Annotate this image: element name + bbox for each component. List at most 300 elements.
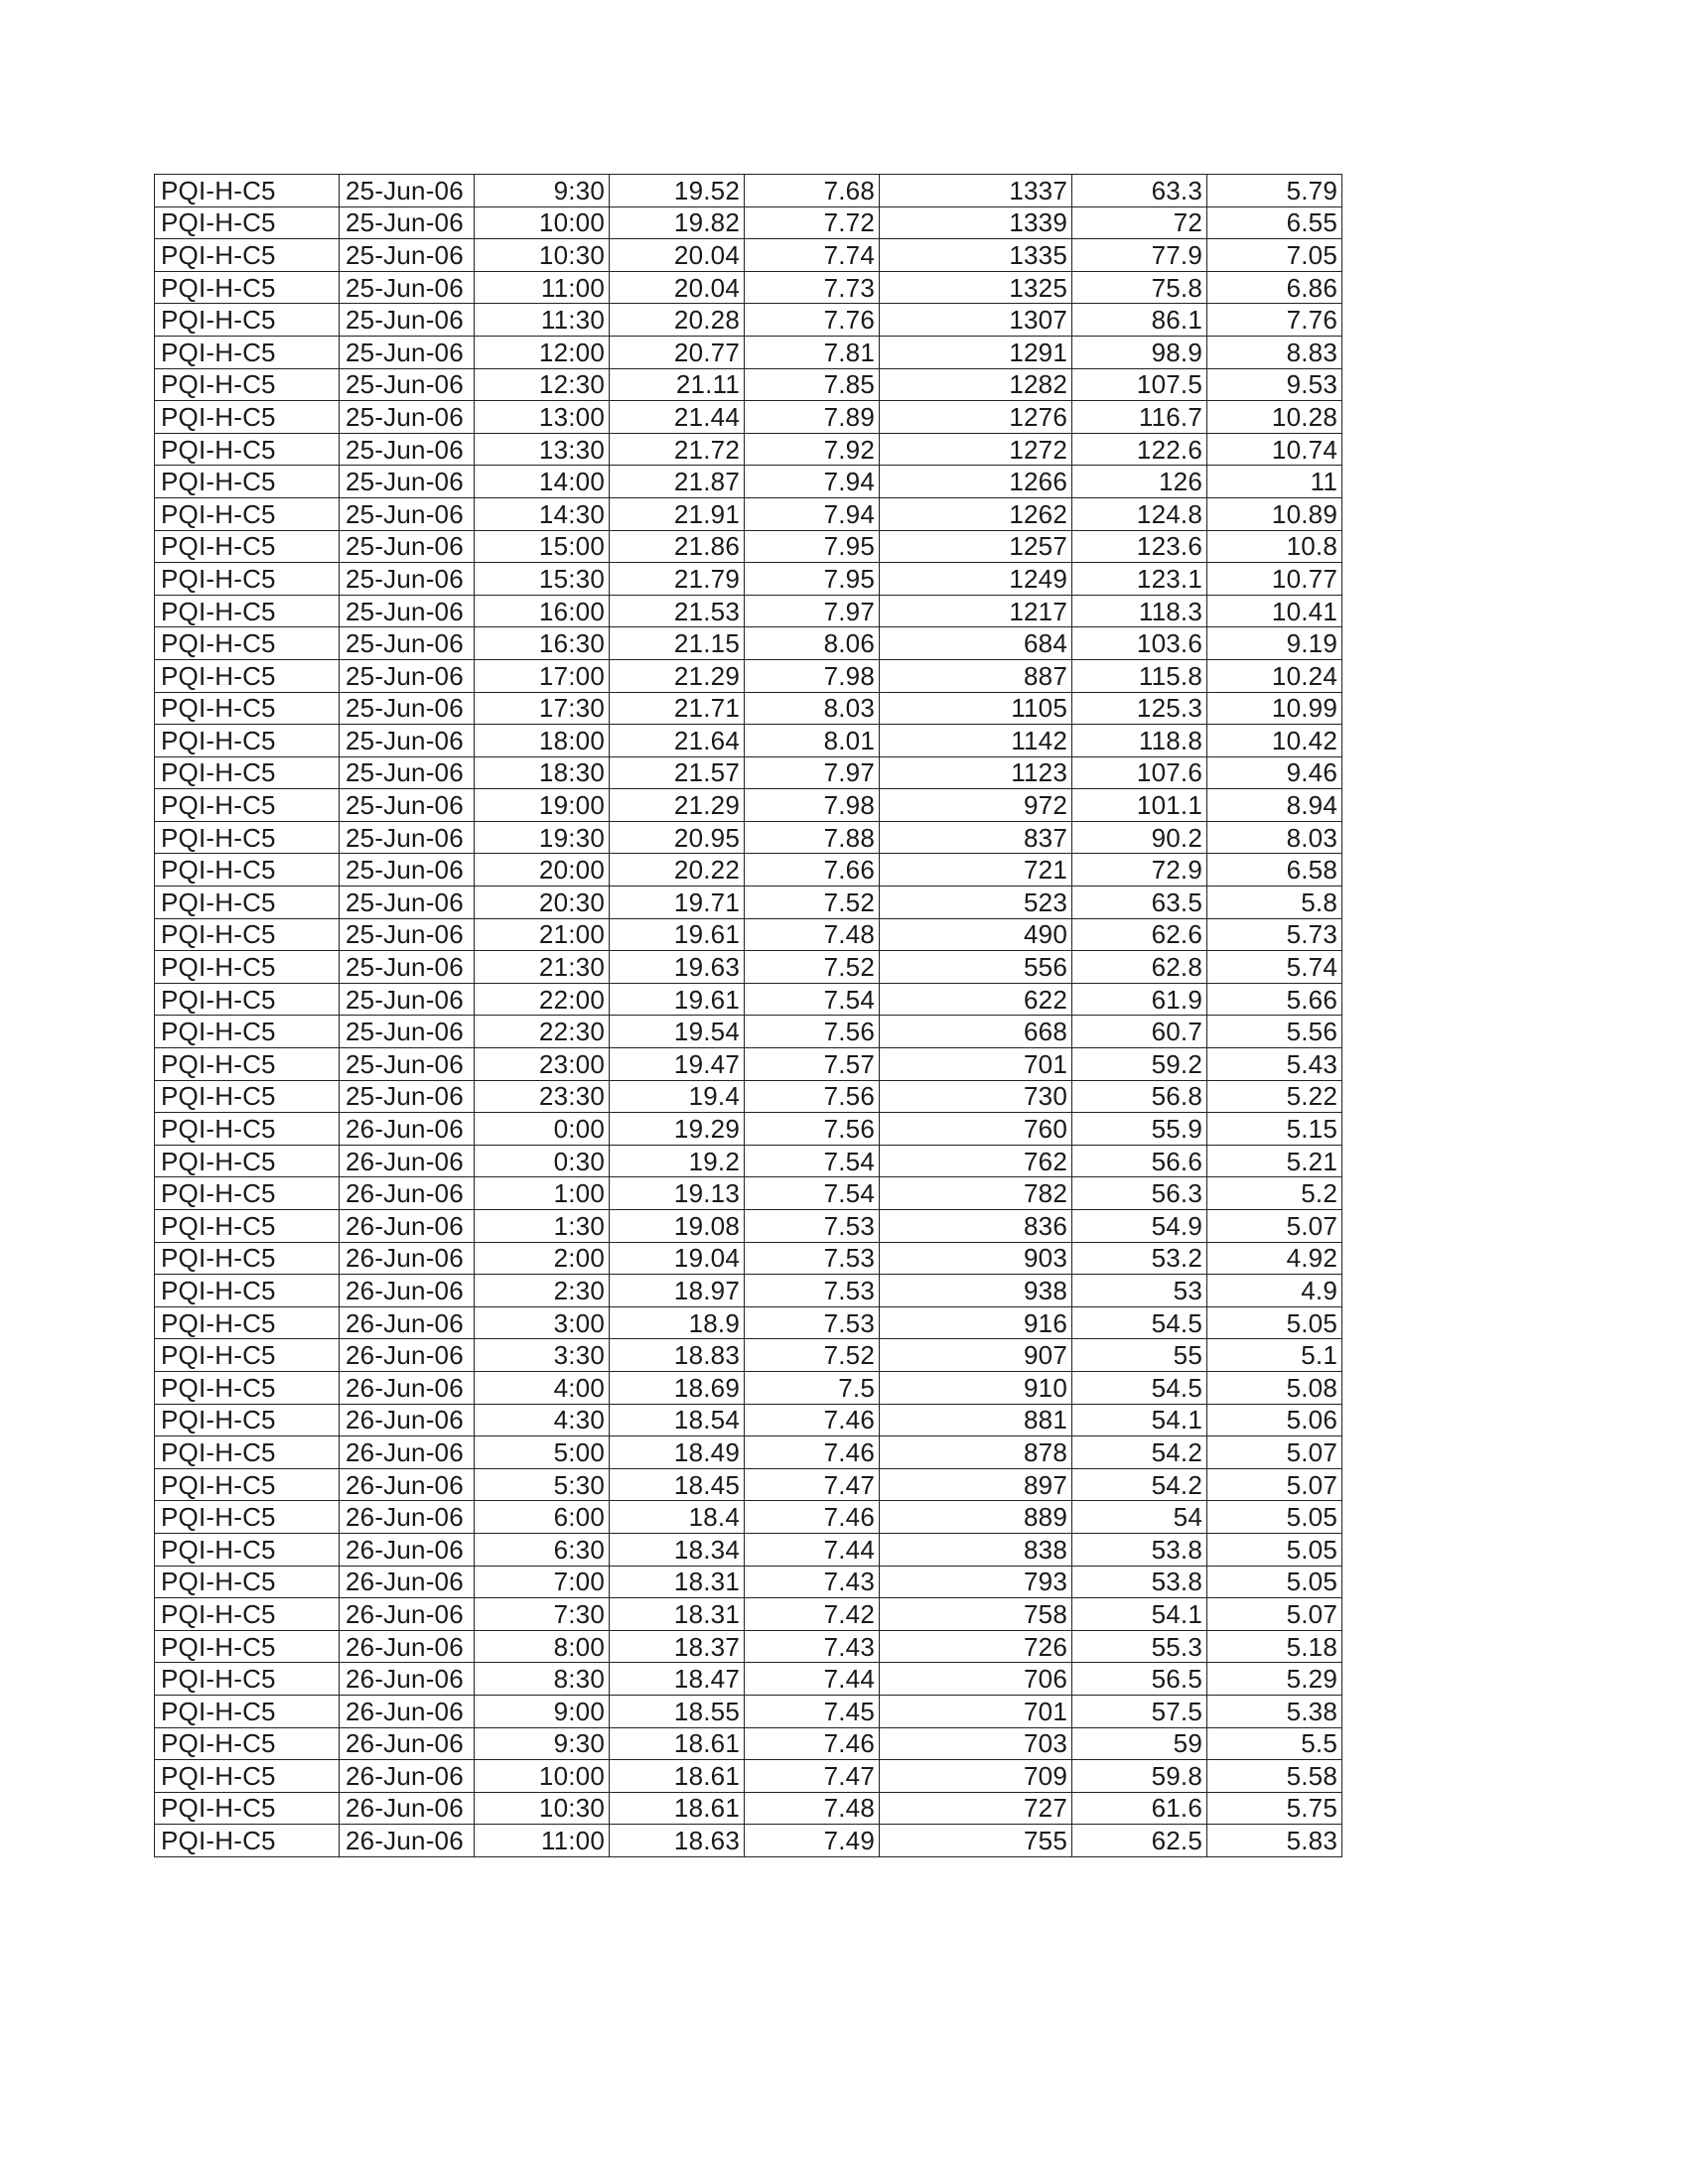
- value-3-cell: 972: [880, 789, 1072, 822]
- data-table: [154, 174, 1342, 1857]
- value-5-cell: 5.07: [1207, 1468, 1342, 1501]
- station-id-cell: PQI-H-C5: [155, 659, 340, 692]
- value-3-cell: 556: [880, 951, 1072, 984]
- date-cell: 25-Jun-06: [340, 497, 475, 530]
- value-1-cell: 19.63: [610, 951, 745, 984]
- value-5-cell: 10.41: [1207, 595, 1342, 627]
- value-5-cell: 5.15: [1207, 1113, 1342, 1146]
- table-row: [155, 692, 1342, 725]
- station-id-cell: PQI-H-C5: [155, 530, 340, 563]
- station-id-cell: PQI-H-C5: [155, 1630, 340, 1663]
- time-cell: 22:00: [475, 983, 610, 1016]
- value-1-cell: 19.71: [610, 887, 745, 919]
- date-cell: 26-Jun-06: [340, 1468, 475, 1501]
- table-row: [155, 789, 1342, 822]
- value-1-cell: 18.45: [610, 1468, 745, 1501]
- value-2-cell: 7.49: [745, 1825, 880, 1857]
- table-row: [155, 1760, 1342, 1793]
- value-5-cell: 8.94: [1207, 789, 1342, 822]
- value-5-cell: 10.74: [1207, 433, 1342, 466]
- value-5-cell: 5.07: [1207, 1436, 1342, 1469]
- value-3-cell: 709: [880, 1760, 1072, 1793]
- value-2-cell: 7.44: [745, 1663, 880, 1696]
- time-cell: 9:30: [475, 175, 610, 207]
- value-1-cell: 19.61: [610, 918, 745, 951]
- value-1-cell: 21.29: [610, 659, 745, 692]
- value-3-cell: 1249: [880, 563, 1072, 596]
- station-id-cell: PQI-H-C5: [155, 627, 340, 660]
- date-cell: 25-Jun-06: [340, 401, 475, 434]
- time-cell: 20:30: [475, 887, 610, 919]
- date-cell: 25-Jun-06: [340, 206, 475, 239]
- station-id-cell: PQI-H-C5: [155, 854, 340, 887]
- value-2-cell: 7.56: [745, 1080, 880, 1113]
- value-5-cell: 5.06: [1207, 1404, 1342, 1436]
- date-cell: 25-Jun-06: [340, 595, 475, 627]
- value-5-cell: 4.92: [1207, 1242, 1342, 1275]
- station-id-cell: PQI-H-C5: [155, 1371, 340, 1404]
- value-4-cell: 116.7: [1072, 401, 1207, 434]
- station-id-cell: PQI-H-C5: [155, 1210, 340, 1243]
- value-2-cell: 7.53: [745, 1210, 880, 1243]
- table-row: [155, 206, 1342, 239]
- date-cell: 25-Jun-06: [340, 1016, 475, 1048]
- date-cell: 25-Jun-06: [340, 175, 475, 207]
- value-3-cell: 703: [880, 1727, 1072, 1760]
- value-4-cell: 54: [1072, 1501, 1207, 1534]
- table-row: [155, 1695, 1342, 1727]
- date-cell: 26-Jun-06: [340, 1404, 475, 1436]
- value-3-cell: 916: [880, 1306, 1072, 1339]
- value-4-cell: 125.3: [1072, 692, 1207, 725]
- station-id-cell: PQI-H-C5: [155, 1404, 340, 1436]
- value-2-cell: 7.94: [745, 466, 880, 498]
- time-cell: 4:30: [475, 1404, 610, 1436]
- table-row: [155, 1275, 1342, 1307]
- value-1-cell: 18.47: [610, 1663, 745, 1696]
- date-cell: 25-Jun-06: [340, 918, 475, 951]
- time-cell: 3:00: [475, 1306, 610, 1339]
- value-1-cell: 21.15: [610, 627, 745, 660]
- table-row: [155, 1145, 1342, 1177]
- table-row: [155, 1663, 1342, 1696]
- time-cell: 9:30: [475, 1727, 610, 1760]
- table-row: [155, 497, 1342, 530]
- time-cell: 0:30: [475, 1145, 610, 1177]
- value-4-cell: 75.8: [1072, 271, 1207, 304]
- station-id-cell: PQI-H-C5: [155, 433, 340, 466]
- value-5-cell: 5.38: [1207, 1695, 1342, 1727]
- value-2-cell: 7.73: [745, 271, 880, 304]
- value-2-cell: 7.46: [745, 1404, 880, 1436]
- value-5-cell: 5.29: [1207, 1663, 1342, 1696]
- value-4-cell: 61.9: [1072, 983, 1207, 1016]
- value-2-cell: 7.97: [745, 595, 880, 627]
- value-4-cell: 53: [1072, 1275, 1207, 1307]
- value-3-cell: 1105: [880, 692, 1072, 725]
- value-4-cell: 101.1: [1072, 789, 1207, 822]
- value-5-cell: 6.58: [1207, 854, 1342, 887]
- station-id-cell: PQI-H-C5: [155, 1760, 340, 1793]
- time-cell: 16:00: [475, 595, 610, 627]
- value-1-cell: 21.64: [610, 725, 745, 757]
- value-3-cell: 701: [880, 1048, 1072, 1081]
- value-1-cell: 18.9: [610, 1306, 745, 1339]
- station-id-cell: PQI-H-C5: [155, 1113, 340, 1146]
- value-5-cell: 7.76: [1207, 304, 1342, 337]
- station-id-cell: PQI-H-C5: [155, 1468, 340, 1501]
- value-5-cell: 5.1: [1207, 1339, 1342, 1372]
- date-cell: 25-Jun-06: [340, 530, 475, 563]
- station-id-cell: PQI-H-C5: [155, 1727, 340, 1760]
- table-row: [155, 1533, 1342, 1566]
- station-id-cell: PQI-H-C5: [155, 1080, 340, 1113]
- value-4-cell: 98.9: [1072, 336, 1207, 368]
- value-4-cell: 115.8: [1072, 659, 1207, 692]
- value-2-cell: 7.42: [745, 1598, 880, 1631]
- value-5-cell: 10.8: [1207, 530, 1342, 563]
- date-cell: 26-Jun-06: [340, 1242, 475, 1275]
- value-5-cell: 5.2: [1207, 1177, 1342, 1210]
- value-5-cell: 10.42: [1207, 725, 1342, 757]
- value-3-cell: 727: [880, 1792, 1072, 1825]
- value-4-cell: 54.9: [1072, 1210, 1207, 1243]
- station-id-cell: PQI-H-C5: [155, 1501, 340, 1534]
- value-1-cell: 18.61: [610, 1760, 745, 1793]
- time-cell: 13:30: [475, 433, 610, 466]
- time-cell: 10:30: [475, 239, 610, 272]
- date-cell: 26-Jun-06: [340, 1371, 475, 1404]
- value-2-cell: 8.03: [745, 692, 880, 725]
- value-1-cell: 20.04: [610, 239, 745, 272]
- value-2-cell: 7.53: [745, 1242, 880, 1275]
- table-row: [155, 1825, 1342, 1857]
- value-3-cell: 938: [880, 1275, 1072, 1307]
- time-cell: 15:30: [475, 563, 610, 596]
- date-cell: 26-Jun-06: [340, 1306, 475, 1339]
- value-2-cell: 7.48: [745, 1792, 880, 1825]
- value-1-cell: 19.13: [610, 1177, 745, 1210]
- table-row: [155, 530, 1342, 563]
- date-cell: 25-Jun-06: [340, 239, 475, 272]
- value-3-cell: 1339: [880, 206, 1072, 239]
- value-2-cell: 7.53: [745, 1275, 880, 1307]
- value-2-cell: 7.54: [745, 1177, 880, 1210]
- time-cell: 6:00: [475, 1501, 610, 1534]
- value-4-cell: 107.6: [1072, 756, 1207, 789]
- value-3-cell: 706: [880, 1663, 1072, 1696]
- value-3-cell: 701: [880, 1695, 1072, 1727]
- value-1-cell: 21.79: [610, 563, 745, 596]
- date-cell: 26-Jun-06: [340, 1339, 475, 1372]
- value-5-cell: 6.55: [1207, 206, 1342, 239]
- value-3-cell: 907: [880, 1339, 1072, 1372]
- value-2-cell: 7.89: [745, 401, 880, 434]
- date-cell: 25-Jun-06: [340, 271, 475, 304]
- value-3-cell: 897: [880, 1468, 1072, 1501]
- value-5-cell: 5.18: [1207, 1630, 1342, 1663]
- value-2-cell: 7.52: [745, 887, 880, 919]
- value-2-cell: 7.56: [745, 1016, 880, 1048]
- value-1-cell: 19.04: [610, 1242, 745, 1275]
- value-3-cell: 1272: [880, 433, 1072, 466]
- value-5-cell: 10.24: [1207, 659, 1342, 692]
- value-3-cell: 668: [880, 1016, 1072, 1048]
- date-cell: 25-Jun-06: [340, 563, 475, 596]
- value-4-cell: 103.6: [1072, 627, 1207, 660]
- station-id-cell: PQI-H-C5: [155, 918, 340, 951]
- value-1-cell: 19.4: [610, 1080, 745, 1113]
- time-cell: 11:00: [475, 271, 610, 304]
- time-cell: 18:30: [475, 756, 610, 789]
- date-cell: 25-Jun-06: [340, 983, 475, 1016]
- table-row: [155, 756, 1342, 789]
- date-cell: 25-Jun-06: [340, 1080, 475, 1113]
- value-2-cell: 7.48: [745, 918, 880, 951]
- table-row: [155, 1727, 1342, 1760]
- value-5-cell: 5.07: [1207, 1210, 1342, 1243]
- date-cell: 25-Jun-06: [340, 756, 475, 789]
- value-2-cell: 7.76: [745, 304, 880, 337]
- station-id-cell: PQI-H-C5: [155, 887, 340, 919]
- table-row: [155, 1242, 1342, 1275]
- station-id-cell: PQI-H-C5: [155, 336, 340, 368]
- value-2-cell: 7.74: [745, 239, 880, 272]
- value-5-cell: 5.21: [1207, 1145, 1342, 1177]
- date-cell: 25-Jun-06: [340, 951, 475, 984]
- value-2-cell: 7.52: [745, 951, 880, 984]
- table-row: [155, 1339, 1342, 1372]
- table-row: [155, 595, 1342, 627]
- value-3-cell: 793: [880, 1566, 1072, 1598]
- time-cell: 12:00: [475, 336, 610, 368]
- value-1-cell: 18.63: [610, 1825, 745, 1857]
- value-4-cell: 53.2: [1072, 1242, 1207, 1275]
- value-3-cell: 1335: [880, 239, 1072, 272]
- value-3-cell: 782: [880, 1177, 1072, 1210]
- value-1-cell: 20.77: [610, 336, 745, 368]
- time-cell: 1:30: [475, 1210, 610, 1243]
- time-cell: 20:00: [475, 854, 610, 887]
- station-id-cell: PQI-H-C5: [155, 466, 340, 498]
- station-id-cell: PQI-H-C5: [155, 1145, 340, 1177]
- value-3-cell: 1262: [880, 497, 1072, 530]
- value-5-cell: 8.03: [1207, 821, 1342, 854]
- station-id-cell: PQI-H-C5: [155, 692, 340, 725]
- time-cell: 4:00: [475, 1371, 610, 1404]
- value-3-cell: 755: [880, 1825, 1072, 1857]
- value-5-cell: 5.08: [1207, 1371, 1342, 1404]
- value-4-cell: 60.7: [1072, 1016, 1207, 1048]
- value-2-cell: 7.56: [745, 1113, 880, 1146]
- value-5-cell: 5.05: [1207, 1501, 1342, 1534]
- date-cell: 25-Jun-06: [340, 336, 475, 368]
- table-row: [155, 1468, 1342, 1501]
- station-id-cell: PQI-H-C5: [155, 1177, 340, 1210]
- date-cell: 26-Jun-06: [340, 1436, 475, 1469]
- value-4-cell: 77.9: [1072, 239, 1207, 272]
- value-1-cell: 21.53: [610, 595, 745, 627]
- value-1-cell: 21.29: [610, 789, 745, 822]
- station-id-cell: PQI-H-C5: [155, 595, 340, 627]
- value-3-cell: 837: [880, 821, 1072, 854]
- value-5-cell: 9.53: [1207, 368, 1342, 401]
- value-4-cell: 56.3: [1072, 1177, 1207, 1210]
- table-row: [155, 725, 1342, 757]
- value-2-cell: 7.43: [745, 1630, 880, 1663]
- value-5-cell: 5.73: [1207, 918, 1342, 951]
- value-2-cell: 7.53: [745, 1306, 880, 1339]
- time-cell: 21:00: [475, 918, 610, 951]
- table-row: [155, 1630, 1342, 1663]
- value-4-cell: 53.8: [1072, 1533, 1207, 1566]
- date-cell: 26-Jun-06: [340, 1210, 475, 1243]
- time-cell: 10:00: [475, 206, 610, 239]
- station-id-cell: PQI-H-C5: [155, 1533, 340, 1566]
- table-row: [155, 401, 1342, 434]
- time-cell: 5:00: [475, 1436, 610, 1469]
- table-row: [155, 1113, 1342, 1146]
- station-id-cell: PQI-H-C5: [155, 1275, 340, 1307]
- value-2-cell: 7.46: [745, 1436, 880, 1469]
- time-cell: 5:30: [475, 1468, 610, 1501]
- table-row: [155, 271, 1342, 304]
- table-row: [155, 1210, 1342, 1243]
- value-2-cell: 7.66: [745, 854, 880, 887]
- value-1-cell: 21.87: [610, 466, 745, 498]
- value-3-cell: 1142: [880, 725, 1072, 757]
- time-cell: 16:30: [475, 627, 610, 660]
- station-id-cell: PQI-H-C5: [155, 725, 340, 757]
- date-cell: 26-Jun-06: [340, 1533, 475, 1566]
- value-2-cell: 7.47: [745, 1760, 880, 1793]
- table-row: [155, 1792, 1342, 1825]
- table-row: [155, 239, 1342, 272]
- value-3-cell: 1307: [880, 304, 1072, 337]
- time-cell: 22:30: [475, 1016, 610, 1048]
- value-3-cell: 760: [880, 1113, 1072, 1146]
- table-row: [155, 1404, 1342, 1436]
- time-cell: 8:00: [475, 1630, 610, 1663]
- value-1-cell: 20.28: [610, 304, 745, 337]
- date-cell: 26-Jun-06: [340, 1663, 475, 1696]
- value-3-cell: 1337: [880, 175, 1072, 207]
- station-id-cell: PQI-H-C5: [155, 401, 340, 434]
- value-5-cell: 5.75: [1207, 1792, 1342, 1825]
- value-1-cell: 21.11: [610, 368, 745, 401]
- table-row: [155, 563, 1342, 596]
- time-cell: 7:00: [475, 1566, 610, 1598]
- value-1-cell: 19.29: [610, 1113, 745, 1146]
- table-row: [155, 1436, 1342, 1469]
- station-id-cell: PQI-H-C5: [155, 497, 340, 530]
- value-3-cell: 887: [880, 659, 1072, 692]
- value-4-cell: 63.5: [1072, 887, 1207, 919]
- time-cell: 19:30: [475, 821, 610, 854]
- value-5-cell: 5.07: [1207, 1598, 1342, 1631]
- station-id-cell: PQI-H-C5: [155, 271, 340, 304]
- date-cell: 26-Jun-06: [340, 1275, 475, 1307]
- value-4-cell: 123.1: [1072, 563, 1207, 596]
- date-cell: 26-Jun-06: [340, 1825, 475, 1857]
- value-4-cell: 54.5: [1072, 1371, 1207, 1404]
- station-id-cell: PQI-H-C5: [155, 239, 340, 272]
- value-1-cell: 19.54: [610, 1016, 745, 1048]
- station-id-cell: PQI-H-C5: [155, 1825, 340, 1857]
- time-cell: 2:30: [475, 1275, 610, 1307]
- value-1-cell: 21.57: [610, 756, 745, 789]
- value-4-cell: 62.5: [1072, 1825, 1207, 1857]
- time-cell: 9:00: [475, 1695, 610, 1727]
- value-4-cell: 54.1: [1072, 1598, 1207, 1631]
- station-id-cell: PQI-H-C5: [155, 175, 340, 207]
- value-2-cell: 7.81: [745, 336, 880, 368]
- value-4-cell: 56.8: [1072, 1080, 1207, 1113]
- value-1-cell: 21.72: [610, 433, 745, 466]
- value-2-cell: 7.95: [745, 563, 880, 596]
- value-5-cell: 6.86: [1207, 271, 1342, 304]
- time-cell: 17:00: [475, 659, 610, 692]
- value-1-cell: 18.37: [610, 1630, 745, 1663]
- table-row: [155, 821, 1342, 854]
- value-5-cell: 5.05: [1207, 1566, 1342, 1598]
- time-cell: 23:00: [475, 1048, 610, 1081]
- value-5-cell: 5.66: [1207, 983, 1342, 1016]
- value-3-cell: 1282: [880, 368, 1072, 401]
- value-3-cell: 762: [880, 1145, 1072, 1177]
- value-2-cell: 7.5: [745, 1371, 880, 1404]
- time-cell: 10:00: [475, 1760, 610, 1793]
- value-4-cell: 90.2: [1072, 821, 1207, 854]
- date-cell: 25-Jun-06: [340, 659, 475, 692]
- station-id-cell: PQI-H-C5: [155, 563, 340, 596]
- value-4-cell: 59.8: [1072, 1760, 1207, 1793]
- date-cell: 26-Jun-06: [340, 1630, 475, 1663]
- value-3-cell: 1276: [880, 401, 1072, 434]
- table-row: [155, 627, 1342, 660]
- value-5-cell: 5.56: [1207, 1016, 1342, 1048]
- time-cell: 2:00: [475, 1242, 610, 1275]
- value-1-cell: 20.22: [610, 854, 745, 887]
- value-4-cell: 62.6: [1072, 918, 1207, 951]
- value-2-cell: 7.46: [745, 1501, 880, 1534]
- time-cell: 8:30: [475, 1663, 610, 1696]
- value-5-cell: 5.83: [1207, 1825, 1342, 1857]
- table-row: [155, 1306, 1342, 1339]
- value-4-cell: 55.9: [1072, 1113, 1207, 1146]
- value-2-cell: 7.98: [745, 789, 880, 822]
- value-5-cell: 5.5: [1207, 1727, 1342, 1760]
- value-2-cell: 7.46: [745, 1727, 880, 1760]
- station-id-cell: PQI-H-C5: [155, 756, 340, 789]
- value-4-cell: 53.8: [1072, 1566, 1207, 1598]
- value-1-cell: 18.31: [610, 1598, 745, 1631]
- value-4-cell: 56.6: [1072, 1145, 1207, 1177]
- value-3-cell: 838: [880, 1533, 1072, 1566]
- value-4-cell: 118.3: [1072, 595, 1207, 627]
- time-cell: 23:30: [475, 1080, 610, 1113]
- value-2-cell: 7.44: [745, 1533, 880, 1566]
- value-5-cell: 5.05: [1207, 1306, 1342, 1339]
- value-3-cell: 889: [880, 1501, 1072, 1534]
- time-cell: 0:00: [475, 1113, 610, 1146]
- value-1-cell: 18.34: [610, 1533, 745, 1566]
- table-row: [155, 887, 1342, 919]
- value-3-cell: 1257: [880, 530, 1072, 563]
- value-1-cell: 20.04: [610, 271, 745, 304]
- value-5-cell: 5.43: [1207, 1048, 1342, 1081]
- value-1-cell: 21.91: [610, 497, 745, 530]
